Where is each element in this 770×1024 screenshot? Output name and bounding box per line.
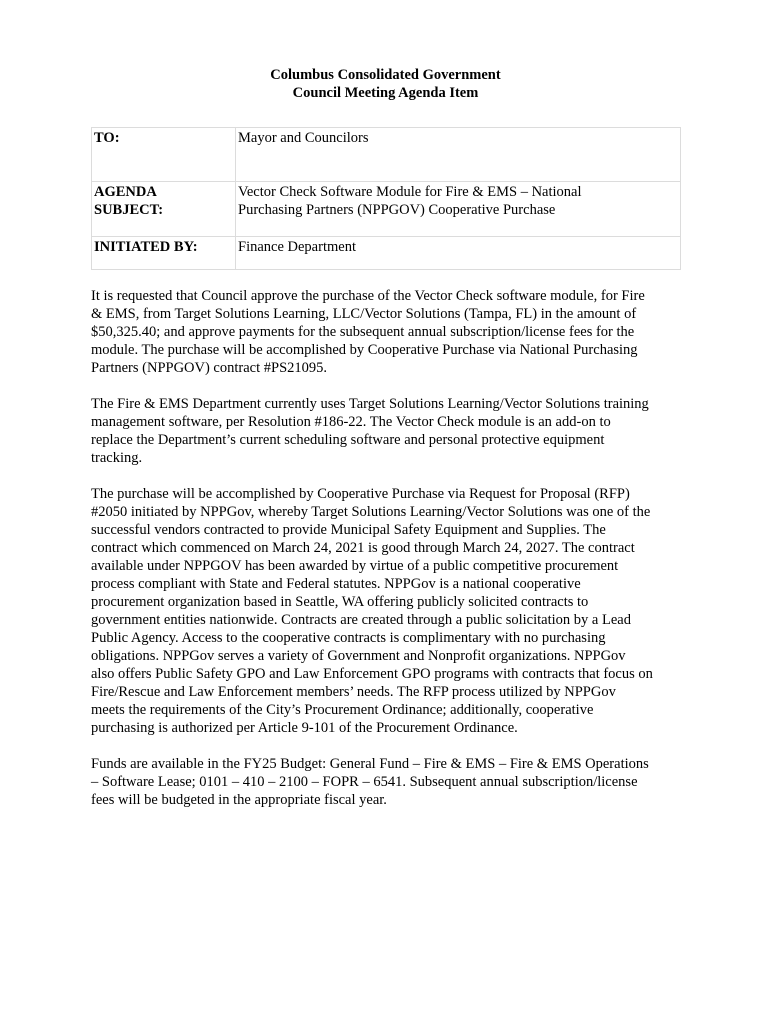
paragraph-funding: Funds are available in the FY25 Budget: General Fund – Fire & EMS – Fire & EMS Operations – Software Lease; 0101 – 410 – 2100 – FOPR – 6541. Subsequent annual subscription/license fees will be budgeted in the appropriate fiscal year. xyxy=(91,756,649,808)
paragraph-procurement: The purchase will be accomplished by Cooperative Purchase via Request for Proposal (RFP) #2050 initiated by NPPGov, whereby Target Solutions Learning/Vector Solutions was one of the successful vendors contracted to provide Municipal Safety Equipment and Supplies. The contract which commenced on March 24, 2021 is good through March 24, 2027. The contract available under NPPGOV has been awarded by virtue of a public competitive procurement process compliant with State and Federal statutes. NPPGov is a national cooperative procurement organization based in Seattle, WA offering publicly solicited contracts to government entities nationwide. Contracts are created through a public solicitation by a Lead Public Agency. Access to the cooperative contracts is complimentary with no purchasing obligations. NPPGov serves a variety of Government and Nonprofit organizations. NPPGov also offers Public Safety GPO and Law Enforcement GPO programs with contracts that focus on Fire/Rescue and Law Enforcement members’ needs. The RFP process utilized by NPPGov meets the requirements of the City’s Procurement Ordinance; additionally, cooperative purchasing is authorized per Article 9-101 of the Procurement Ordinance. xyxy=(91,486,653,736)
meta-row-to xyxy=(92,128,681,182)
paragraph-request: It is requested that Council approve the purchase of the Vector Check software module, for Fire & EMS, from Target Solutions Learning, LLC/Vector Solutions (Tampa, FL) in the amount of $50,325.40; and approve payments for the subsequent annual subscription/license fees for the module. The purchase will be accomplished by Cooperative Purchase via National Purchasing Partners (NPPGOV) contract #PS21095. xyxy=(91,288,645,376)
to-label: TO: xyxy=(92,128,236,182)
agenda-body xyxy=(91,287,680,809)
to-value: Mayor and Councilors xyxy=(236,128,681,182)
meta-row-initiated xyxy=(92,237,681,270)
initiated-label: INITIATED BY: xyxy=(92,237,236,270)
government-name: Columbus Consolidated Government xyxy=(270,67,501,83)
document-header xyxy=(91,66,680,102)
meta-row-subject xyxy=(92,182,681,237)
agenda-meta-table xyxy=(91,127,681,270)
subject-value: Vector Check Software Module for Fire & EMS – National Purchasing Partners (NPPGOV) Cooperative Purchase xyxy=(236,182,681,237)
document-title: Council Meeting Agenda Item xyxy=(292,85,479,101)
initiated-value: Finance Department xyxy=(236,237,681,270)
subject-label: AGENDA SUBJECT: xyxy=(92,182,236,237)
paragraph-background: The Fire & EMS Department currently uses Target Solutions Learning/Vector Solutions training management software, per Resolution #186-22. The Vector Check module is an add-on to replace the Department’s current scheduling software and personal protective equipment tracking. xyxy=(91,396,649,466)
